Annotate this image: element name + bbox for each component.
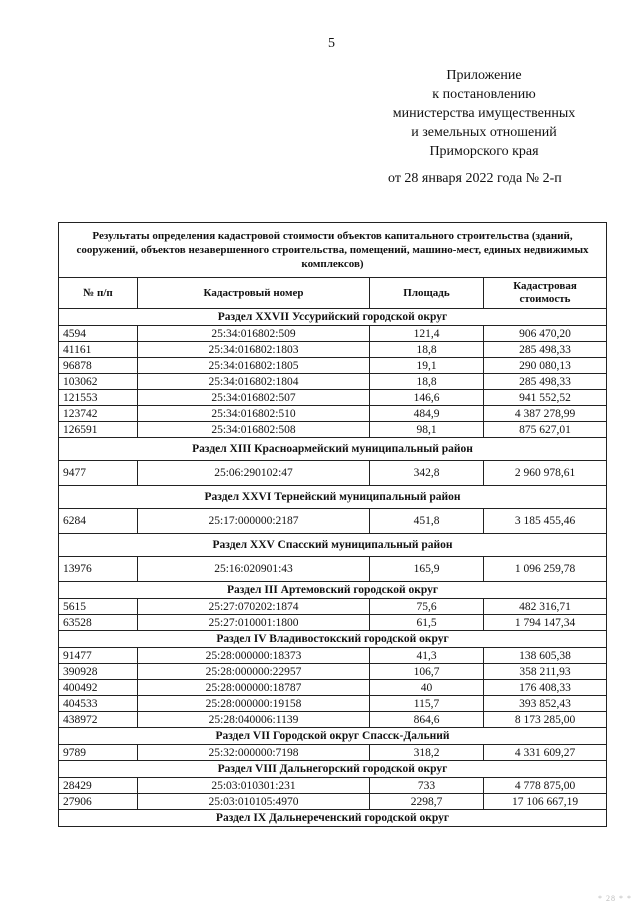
cadastral-number: 25:34:016802:1805 — [138, 358, 370, 374]
cadastral-number: 25:32:000000:7198 — [138, 745, 370, 761]
section-row — [59, 486, 607, 509]
cadastral-value: 393 852,43 — [484, 696, 607, 712]
cadastral-value: 138 605,38 — [484, 648, 607, 664]
area-value: 484,9 — [370, 406, 484, 422]
area-value: 318,2 — [370, 745, 484, 761]
cadastral-number: 25:34:016802:1804 — [138, 374, 370, 390]
cadastral-value: 285 498,33 — [484, 374, 607, 390]
cadastral-number: 25:28:000000:22957 — [138, 664, 370, 680]
cadastral-number: 25:28:000000:18787 — [138, 680, 370, 696]
header-cadastral-value: Кадастровая стоимость — [484, 278, 607, 309]
section-row — [59, 728, 607, 745]
appendix-block — [368, 66, 600, 161]
area-value: 106,7 — [370, 664, 484, 680]
appendix-line: к постановлению — [432, 87, 536, 102]
area-value: 18,8 — [370, 342, 484, 358]
row-number: 103062 — [59, 374, 138, 390]
table-row — [59, 422, 607, 438]
section-row — [59, 582, 607, 599]
cadastral-value: 906 470,20 — [484, 326, 607, 342]
row-number: 5615 — [59, 599, 138, 615]
cadastral-value: 4 331 609,27 — [484, 745, 607, 761]
cadastral-number: 25:34:016802:510 — [138, 406, 370, 422]
table-row — [59, 794, 607, 810]
cadastral-number: 25:06:290102:47 — [138, 461, 370, 486]
area-value: 18,8 — [370, 374, 484, 390]
row-number: 63528 — [59, 615, 138, 631]
appendix-line: министерства имущественных — [392, 106, 576, 121]
cadastral-number: 25:27:010001:1800 — [138, 615, 370, 631]
table-row — [59, 680, 607, 696]
table-row — [59, 342, 607, 358]
table-row — [59, 358, 607, 374]
section-title: Раздел XXVI Тернейский муниципальный район — [59, 486, 607, 509]
cadastral-number: 25:27:070202:1874 — [138, 599, 370, 615]
cadastral-value: 3 185 455,46 — [484, 509, 607, 534]
area-value: 146,6 — [370, 390, 484, 406]
area-value: 41,3 — [370, 648, 484, 664]
table-row — [59, 374, 607, 390]
table-row — [59, 509, 607, 534]
decree-date: от 28 января 2022 года № 2-п — [388, 171, 562, 186]
table-row — [59, 712, 607, 728]
area-value: 61,5 — [370, 615, 484, 631]
table-row — [59, 648, 607, 664]
table-row — [59, 406, 607, 422]
row-number: 27906 — [59, 794, 138, 810]
section-row — [59, 761, 607, 778]
cadastral-number: 25:34:016802:509 — [138, 326, 370, 342]
cadastral-value: 482 316,71 — [484, 599, 607, 615]
cadastral-value: 8 173 285,00 — [484, 712, 607, 728]
cadastral-value: 17 106 667,19 — [484, 794, 607, 810]
appendix-line: и земельных отношений — [411, 125, 557, 140]
cadastral-value: 941 552,52 — [484, 390, 607, 406]
table-row — [59, 696, 607, 712]
section-row — [59, 309, 607, 326]
cadastral-value: 2 960 978,61 — [484, 461, 607, 486]
section-title: Раздел XIII Красноармейский муниципальный район — [59, 438, 607, 461]
cadastral-value: 285 498,33 — [484, 342, 607, 358]
area-value: 115,7 — [370, 696, 484, 712]
row-number: 390928 — [59, 664, 138, 680]
section-title: Раздел VIII Дальнегорский городской округ — [59, 761, 607, 778]
table-row — [59, 390, 607, 406]
cadastral-number: 25:03:010301:231 — [138, 778, 370, 794]
cadastral-number: 25:03:010105:4970 — [138, 794, 370, 810]
row-number: 123742 — [59, 406, 138, 422]
section-title: Раздел III Артемовский городской округ — [59, 582, 607, 599]
table-row — [59, 778, 607, 794]
section-row — [59, 534, 607, 557]
table-row — [59, 664, 607, 680]
area-value: 2298,7 — [370, 794, 484, 810]
cadastral-number: 25:16:020901:43 — [138, 557, 370, 582]
cadastral-value: 290 080,13 — [484, 358, 607, 374]
cadastral-value: 4 778 875,00 — [484, 778, 607, 794]
area-value: 40 — [370, 680, 484, 696]
row-number: 91477 — [59, 648, 138, 664]
header-area: Площадь — [370, 278, 484, 309]
header-number: № п/п — [59, 278, 138, 309]
cadastral-number: 25:34:016802:508 — [138, 422, 370, 438]
area-value: 98,1 — [370, 422, 484, 438]
section-row — [59, 810, 607, 827]
section-row — [59, 631, 607, 648]
cadastral-number: 25:17:000000:2187 — [138, 509, 370, 534]
cadastral-value: 875 627,01 — [484, 422, 607, 438]
cadastral-number: 25:34:016802:507 — [138, 390, 370, 406]
area-value: 75,6 — [370, 599, 484, 615]
area-value: 121,4 — [370, 326, 484, 342]
cadastral-number: 25:34:016802:1803 — [138, 342, 370, 358]
table-row — [59, 615, 607, 631]
cadastral-value: 176 408,33 — [484, 680, 607, 696]
row-number: 9789 — [59, 745, 138, 761]
table-row — [59, 461, 607, 486]
row-number: 13976 — [59, 557, 138, 582]
area-value: 19,1 — [370, 358, 484, 374]
section-row — [59, 438, 607, 461]
row-number: 96878 — [59, 358, 138, 374]
cadastral-number: 25:28:000000:18373 — [138, 648, 370, 664]
cadastral-value: 358 211,93 — [484, 664, 607, 680]
row-number: 4594 — [59, 326, 138, 342]
area-value: 342,8 — [370, 461, 484, 486]
row-number: 438972 — [59, 712, 138, 728]
area-value: 733 — [370, 778, 484, 794]
header-cadastral-number: Кадастровый номер — [138, 278, 370, 309]
section-title: Раздел IV Владивостокский городской округ — [59, 631, 607, 648]
table-row — [59, 745, 607, 761]
row-number: 126591 — [59, 422, 138, 438]
row-number: 404533 — [59, 696, 138, 712]
row-number: 121553 — [59, 390, 138, 406]
row-number: 9477 — [59, 461, 138, 486]
table-title: Результаты определения кадастровой стоимости объектов капитального строительства (зданий, сооружений, объектов незавершенного строительства, помещений, машино-мест, единых недвижимых комплексов) — [59, 223, 607, 278]
section-title: Раздел XXV Спасский муниципальный район — [59, 534, 607, 557]
section-title: Раздел IX Дальнереченский городской округ — [59, 810, 607, 827]
table-row — [59, 599, 607, 615]
cadastral-number: 25:28:000000:19158 — [138, 696, 370, 712]
cadastral-value: 1 794 147,34 — [484, 615, 607, 631]
area-value: 451,8 — [370, 509, 484, 534]
row-number: 41161 — [59, 342, 138, 358]
cadastral-value: 4 387 278,99 — [484, 406, 607, 422]
row-number: 400492 — [59, 680, 138, 696]
area-value: 165,9 — [370, 557, 484, 582]
section-title: Раздел VII Городской округ Спасск-Дальний — [59, 728, 607, 745]
row-number: 28429 — [59, 778, 138, 794]
appendix-line: Приморского края — [429, 144, 539, 159]
table-body — [59, 309, 607, 827]
area-value: 864,6 — [370, 712, 484, 728]
appendix-line: Приложение — [446, 68, 522, 83]
page-number: 5 — [328, 36, 335, 51]
table-row — [59, 326, 607, 342]
footer-stamp: * 28 * * — [598, 894, 632, 903]
section-title: Раздел XXVII Уссурийский городской округ — [59, 309, 607, 326]
table-row — [59, 557, 607, 582]
cadastral-value: 1 096 259,78 — [484, 557, 607, 582]
row-number: 6284 — [59, 509, 138, 534]
cadastral-number: 25:28:040006:1139 — [138, 712, 370, 728]
cadastral-value-table — [58, 222, 607, 827]
table-header-row — [59, 278, 607, 309]
